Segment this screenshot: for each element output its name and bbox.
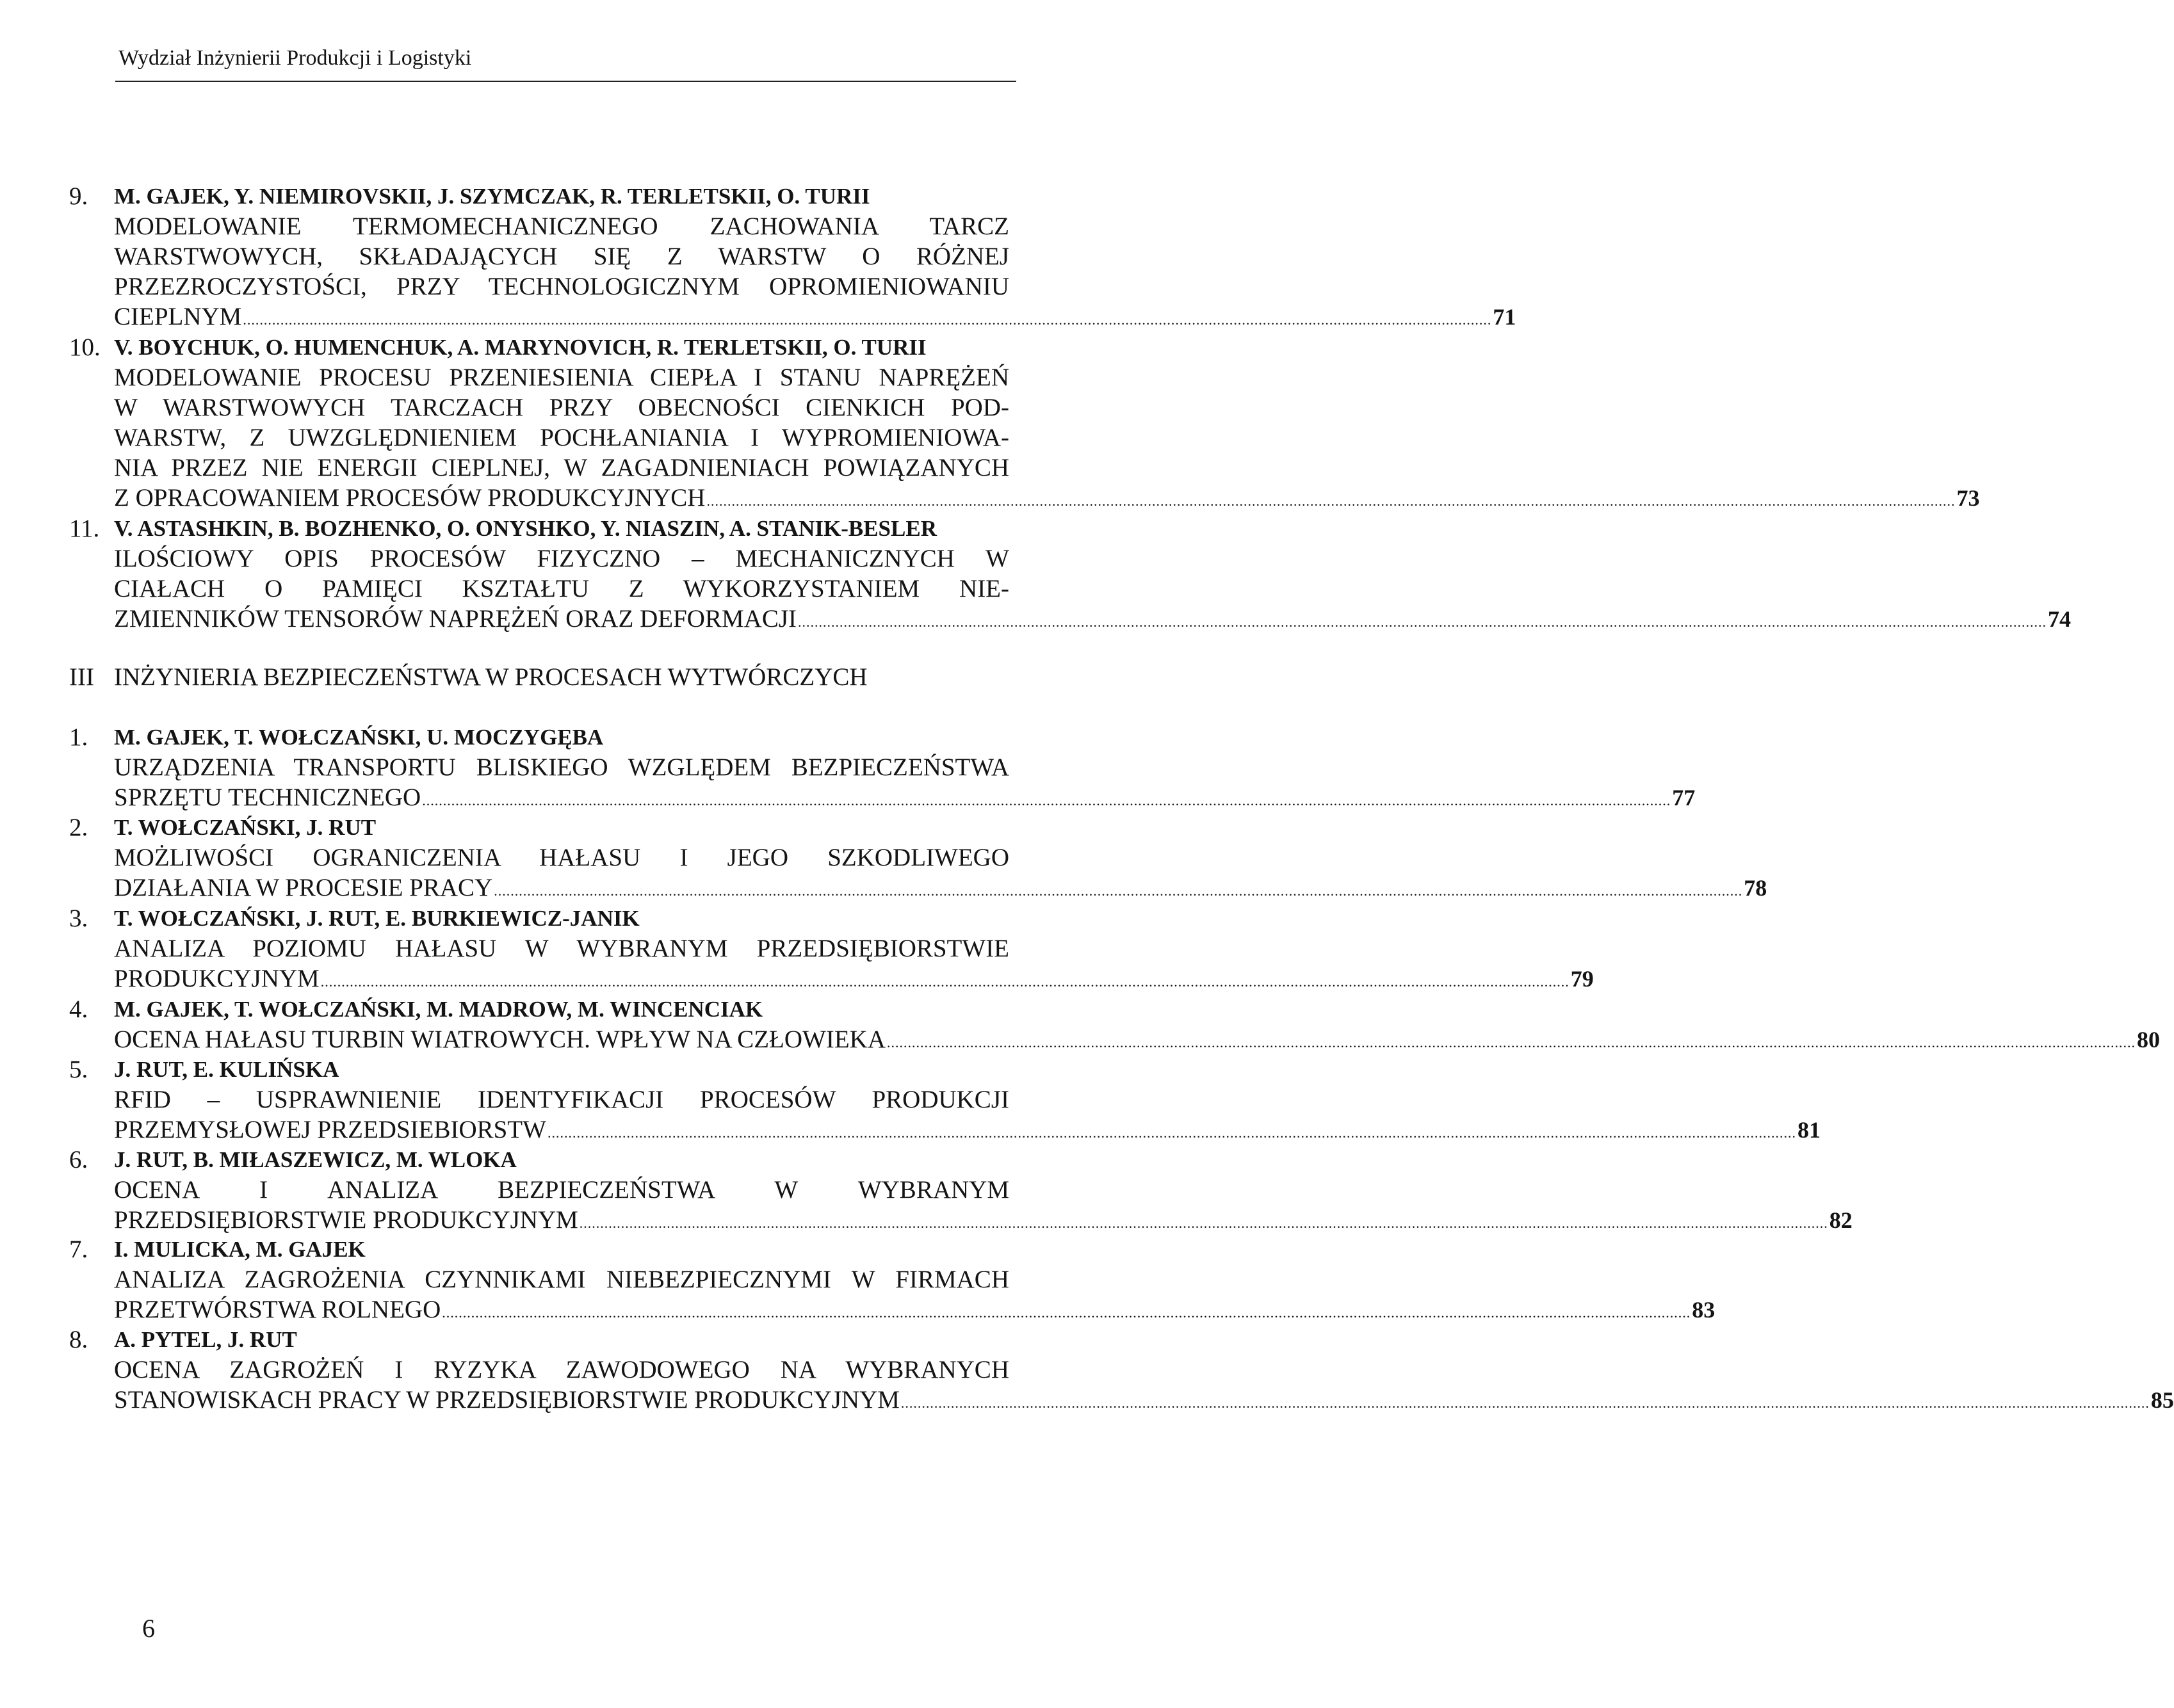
entry-page-number: 85 [2150,1387,2174,1413]
entry-page-number: 71 [1493,304,1516,330]
entry-page-number: 73 [1956,485,1980,511]
dot-leader: ............................................................................................................................................................................................................................................................................................................ [422,793,1671,809]
entry-authors: M. GAJEK, T. WOŁCZAŃSKI, M. MADROW, M. WINCENCIAK [114,997,763,1022]
entry-number: 3. [69,905,88,932]
entry-title-line: SPRZĘTU TECHNICZNEGO [114,784,421,811]
entry-number: 1. [69,723,88,751]
dot-leader: ............................................................................................................................................................................................................................................................................................................ [886,1035,2136,1051]
entry-authors: V. BOYCHUK, O. HUMENCHUK, A. MARYNOVICH, R. TERLETSKII, O. TURII [114,335,927,360]
dot-leader: ............................................................................................................................................................................................................................................................................................................ [706,493,1956,509]
entry-title-line: WARSTWOWYCH, SKŁADAJĄCYCH SIĘ Z WARSTW O RÓŻNEJ [114,243,1009,270]
entry-title-line: PRODUKCYJNYM [114,965,320,992]
entry-title-last-line [114,1385,2174,1415]
entry-page-number: 78 [1744,875,1767,901]
dot-leader: ............................................................................................................................................................................................................................................................................................................ [579,1215,1828,1231]
entry-page-number: 79 [1570,966,1594,992]
dot-leader: ............................................................................................................................................................................................................................................................................................................ [547,1125,1796,1141]
entry-page-number: 77 [1672,785,1696,810]
entry-number: 4. [69,995,88,1023]
entry-title-line: MODELOWANIE TERMOMECHANICZNEGO ZACHOWANIA TARCZ [114,213,1009,240]
dot-leader: ............................................................................................................................................................................................................................................................................................................ [798,614,2047,630]
entry-title-line: W WARSTWOWYCH TARCZACH PRZY OBECNOŚCI CIENKICH POD- [114,394,1009,421]
entry-title-line: PRZEZROCZYSTOŚCI, PRZY TECHNOLOGICZNYM OPROMIENIOWANIU [114,273,1009,300]
entry-title-last-line [114,483,1980,513]
entry-title-line: STANOWISKACH PRACY W PRZEDSIĘBIORSTWIE PRODUKCYJNYM [114,1386,900,1414]
running-header: Wydział Inżynierii Produkcji i Logistyki [118,46,472,70]
entry-authors: J. RUT, B. MIŁASZEWICZ, M. WLOKA [114,1147,517,1172]
entry-number: 6. [69,1146,88,1173]
dot-leader: ............................................................................................................................................................................................................................................................................................................ [320,974,1570,990]
entry-title-last-line [114,604,2072,634]
entry-title-last-line [114,1205,1853,1235]
dot-leader: ............................................................................................................................................................................................................................................................................................................ [900,1395,2150,1411]
entry-title-line: CIAŁACH O PAMIĘCI KSZTAŁTU Z WYKORZYSTANIEM NIE- [114,575,1009,602]
entry-title-line: WARSTW, Z UWZGLĘDNIENIEM POCHŁANIANIA I WYPROMIENIOWA- [114,424,1009,451]
entry-title-last-line [114,302,1516,332]
entry-title-line: DZIAŁANIA W PROCESIE PRACY [114,874,493,901]
entry-authors: M. GAJEK, Y. NIEMIROVSKII, J. SZYMCZAK, R. TERLETSKII, O. TURII [114,184,870,209]
entry-title-last-line [114,963,1594,994]
entry-number: 8. [69,1326,88,1353]
entry-authors: J. RUT, E. KULIŃSKA [114,1057,339,1082]
entry-page-number: 82 [1829,1207,1853,1233]
entry-title-line: CIEPLNYM [114,303,242,330]
entry-title-last-line [114,1024,2160,1054]
entry-authors: T. WOŁCZAŃSKI, J. RUT [114,815,377,840]
entry-title-line: ZMIENNIKÓW TENSORÓW NAPRĘŻEŃ ORAZ DEFORMACJI [114,605,797,632]
entry-number: 10. [69,334,101,361]
header-rule [115,81,1016,82]
entry-authors: V. ASTASHKIN, B. BOZHENKO, O. ONYSHKO, Y. NIASZIN, A. STANIK-BESLER [114,516,937,541]
entry-title-line: OCENA ZAGROŻEŃ I RYZYKA ZAWODOWEGO NA WYBRANYCH [114,1356,1009,1383]
section-number: III [69,663,94,691]
entry-page-number: 74 [2048,606,2072,632]
entry-title-line: OCENA HAŁASU TURBIN WIATROWYCH. WPŁYW NA CZŁOWIEKA [114,1026,886,1053]
page-number: 6 [142,1614,155,1643]
entry-authors: A. PYTEL, J. RUT [114,1327,297,1352]
entry-title-last-line [114,873,1767,903]
dot-leader: ............................................................................................................................................................................................................................................................................................................ [442,1305,1691,1321]
entry-number: 7. [69,1236,88,1263]
entry-number: 11. [69,515,100,542]
dot-leader: ............................................................................................................................................................................................................................................................................................................ [494,883,1743,899]
entry-title-line: MOŻLIWOŚCI OGRANICZENIA HAŁASU I JEGO SZKODLIWEGO [114,844,1009,871]
entry-title-last-line [114,1294,1716,1325]
entry-title-last-line [114,1115,1821,1145]
entry-title-line: URZĄDZENIA TRANSPORTU BLISKIEGO WZGLĘDEM BEZPIECZEŃSTWA [114,753,1009,781]
entry-page-number: 83 [1692,1297,1716,1323]
entry-title-line: OCENA I ANALIZA BEZPIECZEŃSTWA W WYBRANYM [114,1176,1009,1204]
entry-title-line: PRZEDSIĘBIORSTWIE PRODUKCYJNYM [114,1206,578,1234]
entry-title-line: ANALIZA ZAGROŻENIA CZYNNIKAMI NIEBEZPIECZNYMI W FIRMACH [114,1266,1009,1293]
entry-title-line: ILOŚCIOWY OPIS PROCESÓW FIZYCZNO – MECHANICZNYCH W [114,545,1009,572]
entry-page-number: 81 [1797,1117,1821,1143]
entry-title-line: Z OPRACOWANIEM PROCESÓW PRODUKCYJNYCH [114,484,706,512]
entry-authors: T. WOŁCZAŃSKI, J. RUT, E. BURKIEWICZ-JANIK [114,906,640,931]
section-title: INŻYNIERIA BEZPIECZEŃSTWA W PROCESACH WYTWÓRCZYCH [114,663,868,691]
entry-title-line: ANALIZA POZIOMU HAŁASU W WYBRANYM PRZEDSIĘBIORSTWIE [114,935,1009,962]
entry-title-line: RFID – USPRAWNIENIE IDENTYFIKACJI PROCESÓW PRODUKCJI [114,1086,1009,1113]
entry-authors: M. GAJEK, T. WOŁCZAŃSKI, U. MOCZYGĘBA [114,725,604,750]
entry-authors: I. MULICKA, M. GAJEK [114,1237,366,1262]
entry-title-line: PRZETWÓRSTWA ROLNEGO [114,1296,441,1323]
entry-page-number: 80 [2136,1027,2160,1052]
entry-number: 5. [69,1056,88,1083]
entry-title-line: PRZEMYSŁOWEJ PRZEDSIEBIORSTW [114,1116,546,1143]
entry-title-last-line [114,782,1696,812]
entry-title-line: MODELOWANIE PROCESU PRZENIESIENIA CIEPŁA I STANU NAPRĘŻEŃ [114,364,1009,391]
entry-number: 9. [69,182,88,210]
dot-leader: ............................................................................................................................................................................................................................................................................................................ [243,312,1492,328]
entry-number: 2. [69,814,88,841]
entry-title-line: NIA PRZEZ NIE ENERGII CIEPLNEJ, W ZAGADNIENIACH POWIĄZANYCH [114,454,1009,481]
